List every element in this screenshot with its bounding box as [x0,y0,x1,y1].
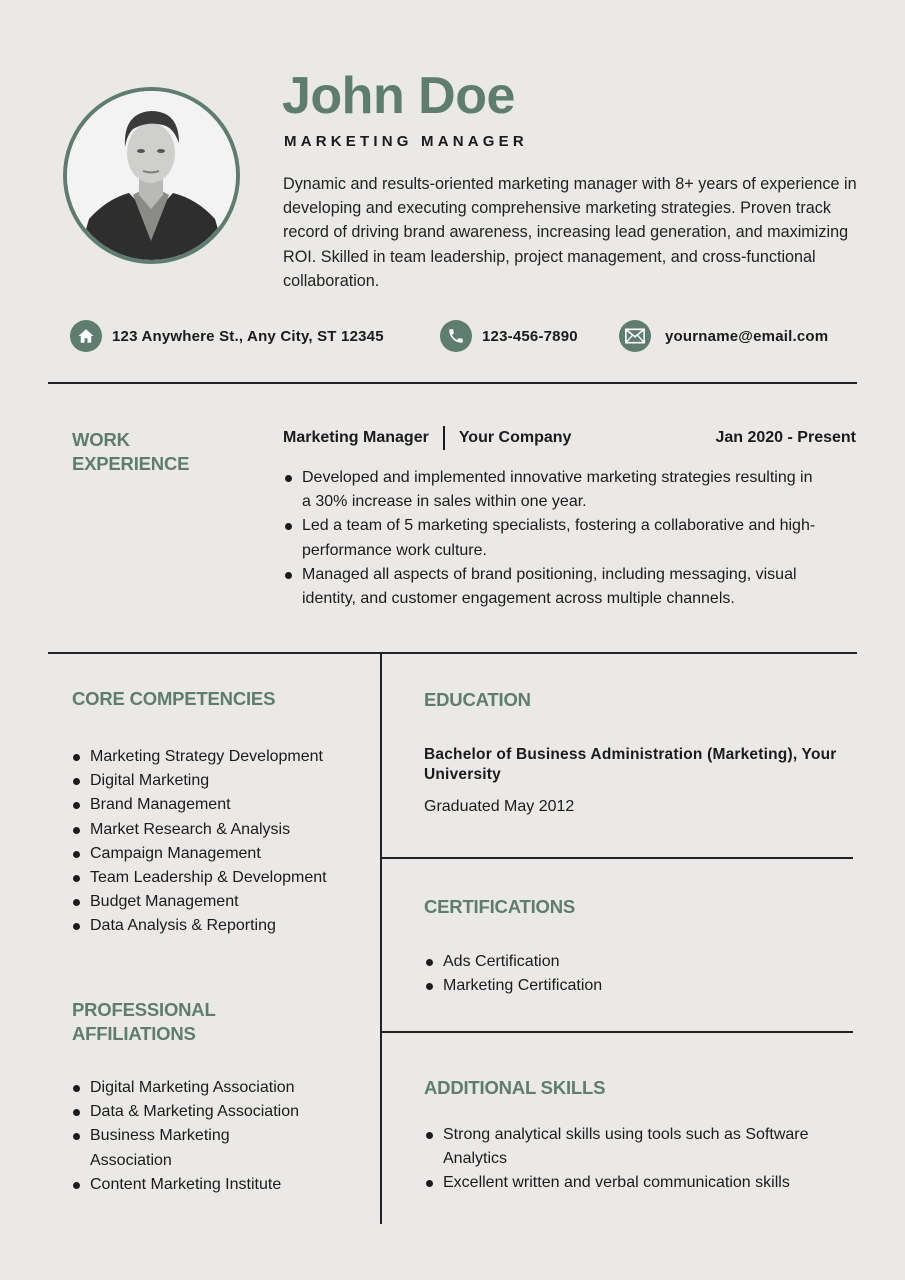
list-item: Developed and implemented innovative marketing strategies resulting in a 30% increase in sales within one year. [283,466,823,514]
contact-address [70,320,384,352]
list-item: Business Marketing Association [71,1124,251,1172]
list-item: Data Analysis & Reporting [71,914,371,938]
list-item: Team Leadership & Development [71,866,371,890]
heading-line: AFFILIATIONS [72,1023,196,1044]
separator [443,426,445,450]
divider [380,1031,853,1033]
phone-icon [440,320,472,352]
list-item: Managed all aspects of brand positioning, including messaging, visual identity, and customer engagement across multiple channels. [283,563,823,611]
section-heading-professional-affiliations [72,998,216,1046]
education-graduated: Graduated May 2012 [424,798,575,815]
heading-line: WORK [72,429,130,450]
candidate-name: John Doe [282,67,515,125]
list-item: Campaign Management [71,842,371,866]
divider [48,652,857,654]
profile-summary: Dynamic and results-oriented marketing manager with 8+ years of experience in developing and executing comprehensive marketing strategies. Proven track record of driving brand awareness, increasing lead generation, and maximizing ROI. Skilled in team leadership, project management, and cross-functional collaboration. [283,175,857,290]
section-heading-work-experience [72,428,189,476]
list-item: Digital Marketing Association [71,1076,321,1100]
section-heading-additional-skills: ADDITIONAL SKILLS [424,1077,606,1098]
list-item: Excellent written and verbal communication skills [424,1171,824,1195]
list-item: Brand Management [71,793,371,817]
job-bullets [283,466,823,611]
heading-line: EXPERIENCE [72,453,190,474]
home-icon [70,320,102,352]
email-text: yourname@email.com [665,327,829,345]
certifications-list [424,950,844,998]
affiliations-list [71,1076,321,1197]
job-role: Marketing Manager [283,429,429,446]
contact-email [619,320,828,352]
job-dates: Jan 2020 - Present [715,429,856,446]
divider [380,857,853,859]
person-silhouette-icon [67,91,236,260]
list-item: Strong analytical skills using tools such as Software Analytics [424,1123,824,1171]
mail-icon [619,320,651,352]
column-divider [380,652,382,1224]
list-item: Digital Marketing [71,769,371,793]
divider [48,382,857,384]
job-header [283,425,856,451]
competencies-list [71,745,371,939]
list-item: Content Marketing Institute [71,1173,321,1197]
list-item: Marketing Certification [424,974,844,998]
list-item: Led a team of 5 marketing specialists, fostering a collaborative and high-performance work culture. [283,514,823,562]
list-item: Marketing Strategy Development [71,745,371,769]
list-item: Market Research & Analysis [71,818,371,842]
address-text: 123 Anywhere St., Any City, ST 12345 [112,327,384,345]
section-heading-education: EDUCATION [424,689,531,710]
list-item: Data & Marketing Association [71,1100,321,1124]
phone-text: 123-456-7890 [482,327,578,345]
section-heading-certifications: CERTIFICATIONS [424,896,576,917]
job-title: MARKETING MANAGER [284,133,528,150]
education-degree: Bachelor of Business Administration (Marketing), Your University [424,746,837,783]
additional-skills-list [424,1123,824,1196]
list-item: Ads Certification [424,950,844,974]
job-company: Your Company [458,429,572,446]
heading-line: PROFESSIONAL [72,999,216,1020]
profile-photo [63,87,240,264]
section-heading-core-competencies: CORE COMPETENCIES [72,688,276,709]
contact-phone [440,320,578,352]
list-item: Budget Management [71,890,371,914]
